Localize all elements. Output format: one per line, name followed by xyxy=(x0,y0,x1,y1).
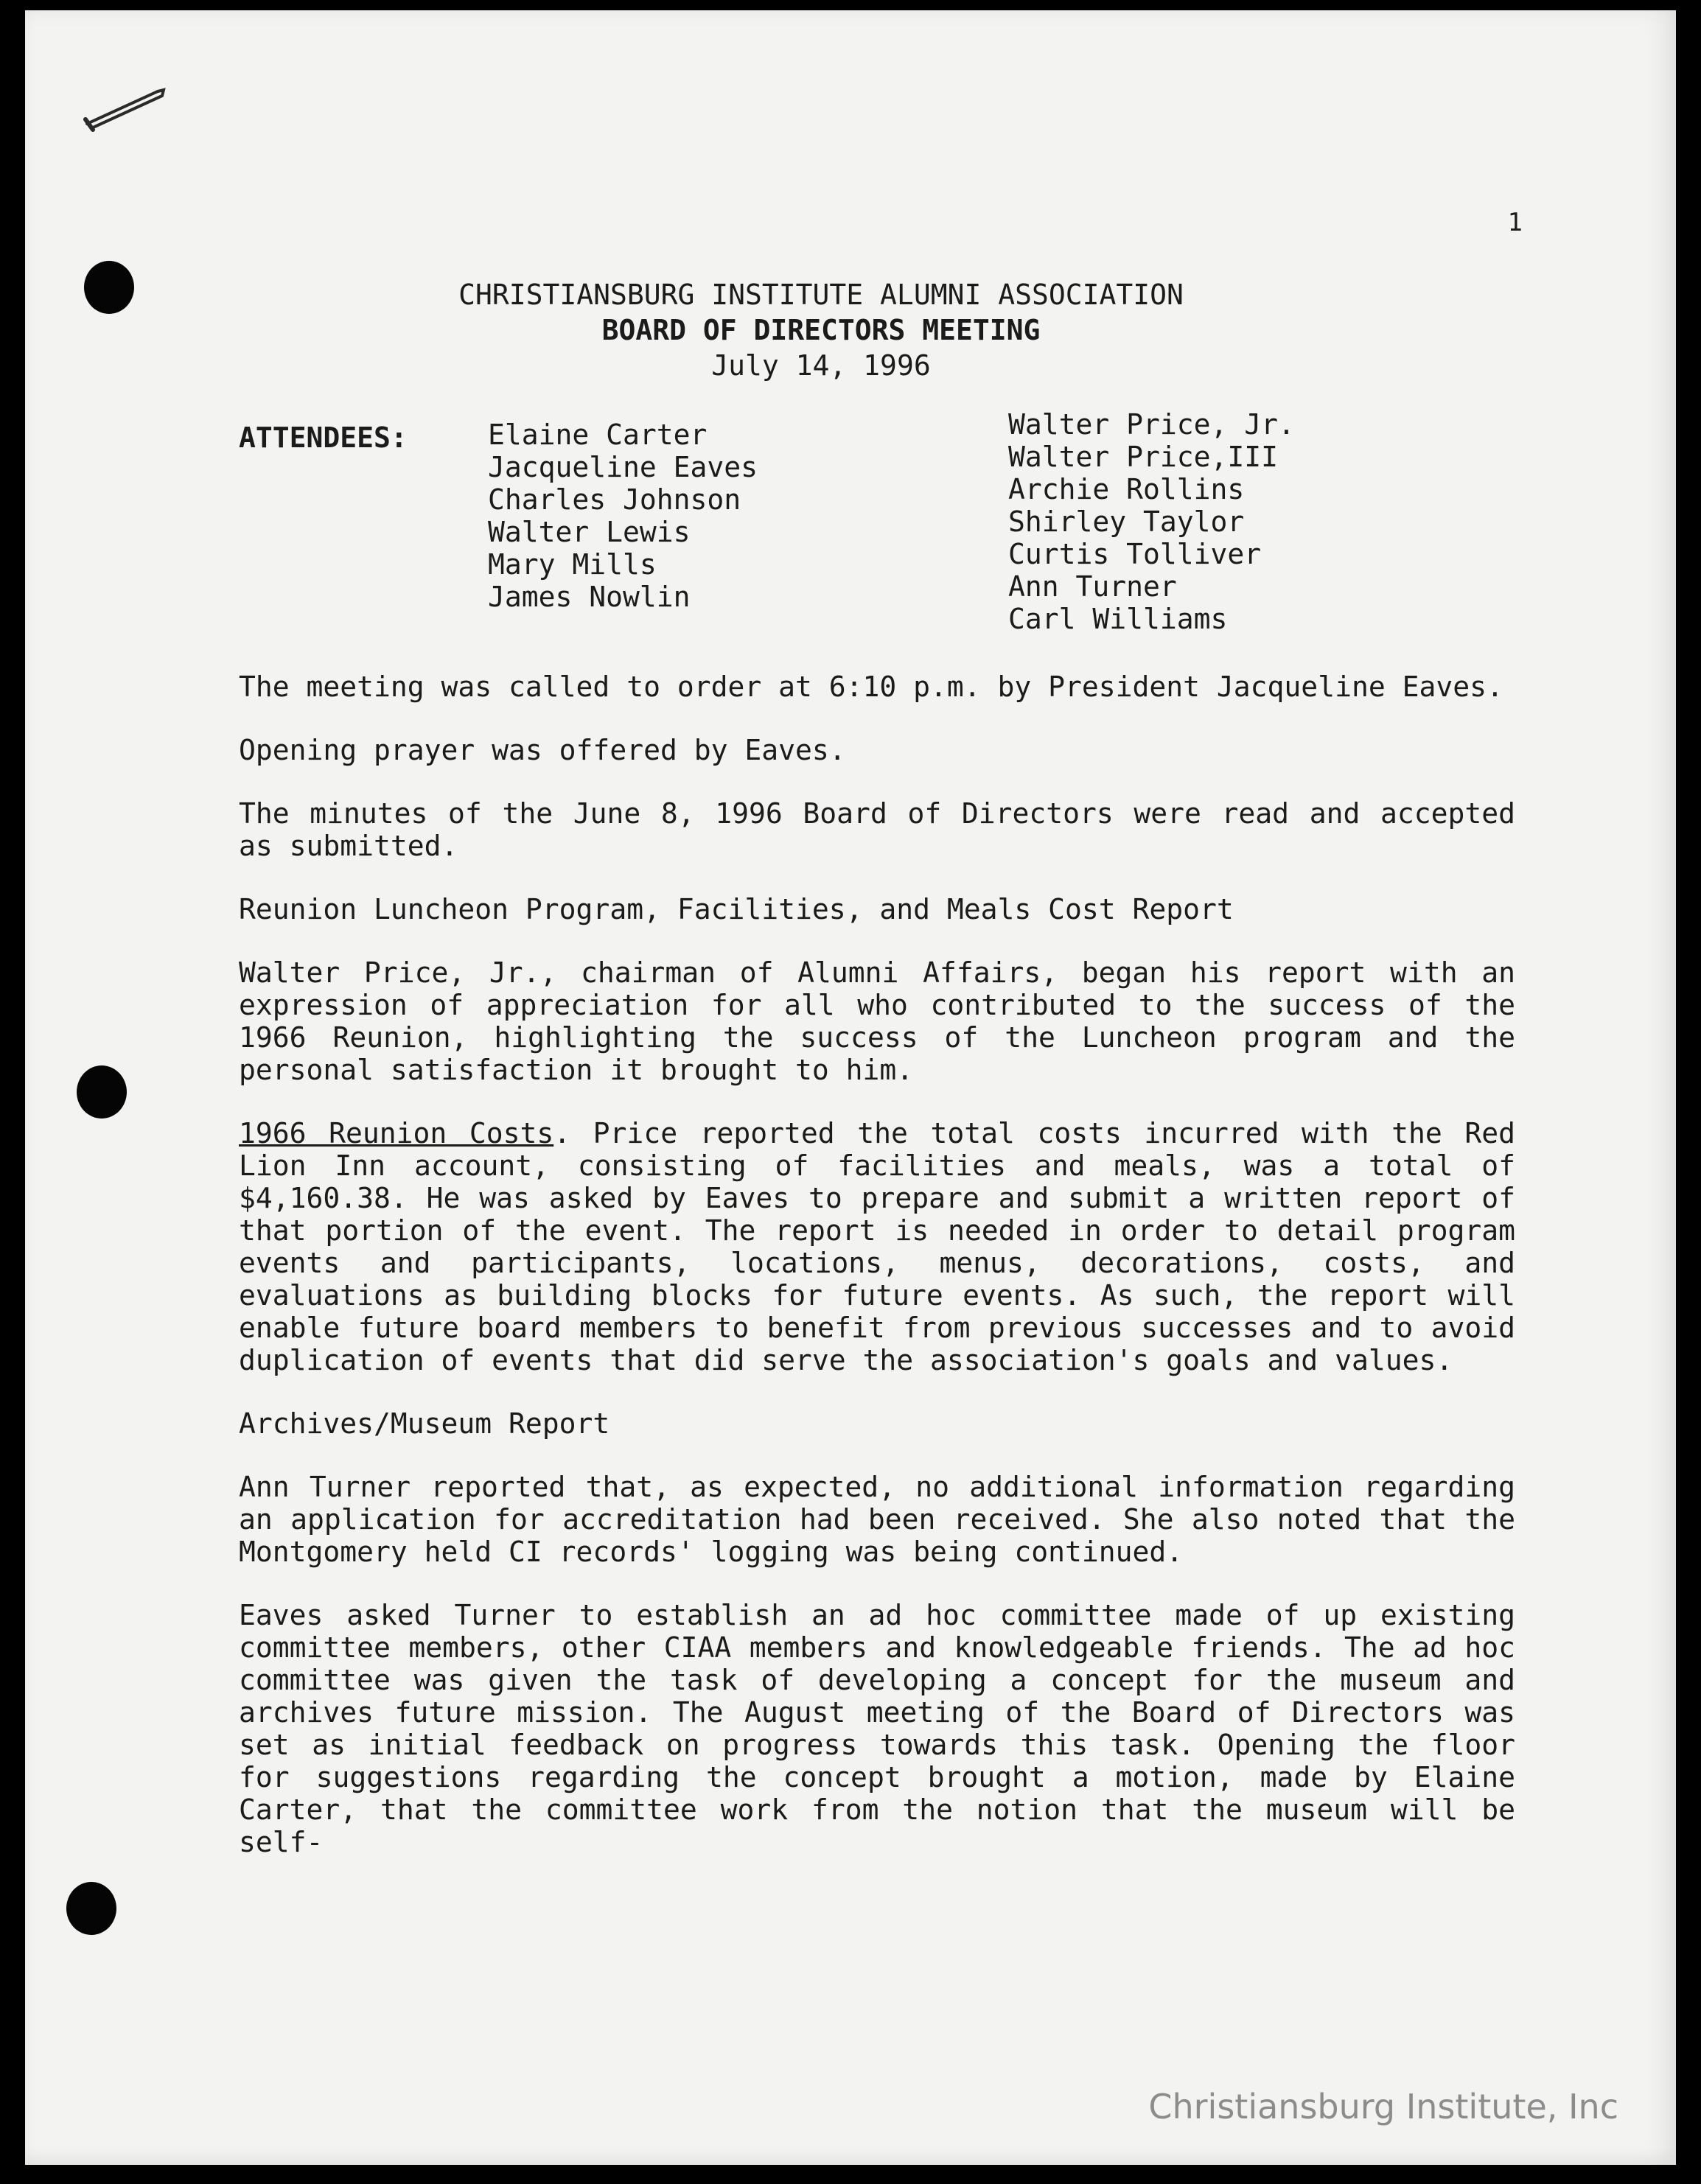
attendee-name: James Nowlin xyxy=(488,581,691,613)
punch-hole xyxy=(84,261,134,314)
document-page xyxy=(25,10,1676,2165)
attendee-name: Carl Williams xyxy=(1008,603,1228,635)
organization-title: CHRISTIANSBURG INSTITUTE ALUMNI ASSOCIATION xyxy=(458,279,1184,311)
attendee-name: Elaine Carter xyxy=(488,419,708,451)
attendee-name: Jacqueline Eaves xyxy=(488,451,758,483)
attendee-name: Mary Mills xyxy=(488,548,657,581)
paragraph-price-report: Walter Price, Jr., chairman of Alumni Affairs, began his report with an expression of appreciation for all who contributed to the success of the 1966 Reunion, highlighting the success of the Luncheon program and the personal satisfaction it brought to him. xyxy=(239,956,1515,1086)
attendees-column-1 xyxy=(488,419,758,613)
reunion-costs-text: . Price reported the total costs incurred with the Red Lion Inn account, consisting of facilities and meals, was a total of $4,160.38. He was asked by Eaves to prepare and submit a written report of that portion of the event. The report is needed in order to detail program events and participants, locations, menus, decorations, costs, and evaluations as building blocks for future events. As such, the report will enable future board members to benefit from previous successes and to avoid duplication of events that did serve the association's goals and values. xyxy=(239,1117,1515,1376)
attendee-name: Curtis Tolliver xyxy=(1008,538,1262,570)
reunion-costs-lead: 1966 Reunion Costs xyxy=(239,1117,554,1149)
staple-mark xyxy=(81,75,170,134)
minutes-body xyxy=(239,671,1515,1889)
attendee-name: Walter Price, Jr. xyxy=(1008,408,1295,441)
document-header xyxy=(209,277,1433,383)
section-heading-archives: Archives/Museum Report xyxy=(239,1407,610,1440)
paragraph-call-to-order: The meeting was called to order at 6:10 p.m. by President Jacqueline Eaves. xyxy=(239,671,1503,703)
watermark: Christiansburg Institute, Inc xyxy=(1148,2087,1618,2127)
attendee-name: Walter Lewis xyxy=(488,516,691,548)
paragraph-reunion-costs xyxy=(239,1117,1515,1376)
attendees-column-2 xyxy=(1008,408,1295,635)
paragraph-turner-report: Ann Turner reported that, as expected, no additional information regarding an application for accreditation had been received. She also noted that the Montgomery held CI records' logging was being continued. xyxy=(239,1471,1515,1568)
attendee-name: Walter Price,III xyxy=(1008,441,1279,473)
punch-hole xyxy=(66,1882,116,1935)
paragraph-opening-prayer: Opening prayer was offered by Eaves. xyxy=(239,734,846,766)
attendee-name: Shirley Taylor xyxy=(1008,505,1245,538)
section-heading-reunion: Reunion Luncheon Program, Facilities, and Meals Cost Report xyxy=(239,893,1234,925)
paragraph-ad-hoc-committee: Eaves asked Turner to establish an ad hoc committee made of up existing committee members, other CIAA members and knowledgeable friends. The ad hoc committee was given the task of developing a concept for the museum and archives future mission. The August meeting of the Board of Directors was set as initial feedback on progress towards this task. Opening the floor for suggestions regarding the concept brought a motion, made by Elaine Carter, that the committee work from the notion that the museum will be self- xyxy=(239,1599,1515,1858)
attendee-name: Charles Johnson xyxy=(488,483,741,516)
page-number: 1 xyxy=(1507,208,1523,237)
paragraph-minutes-approval: The minutes of the June 8, 1996 Board of Directors were read and accepted as submitted. xyxy=(239,797,1515,862)
punch-hole xyxy=(77,1065,127,1119)
attendee-name: Archie Rollins xyxy=(1008,473,1245,505)
meeting-title: BOARD OF DIRECTORS MEETING xyxy=(601,314,1041,346)
attendee-name: Ann Turner xyxy=(1008,570,1177,603)
meeting-date: July 14, 1996 xyxy=(711,349,931,382)
attendees-label: ATTENDEES: xyxy=(239,421,408,454)
